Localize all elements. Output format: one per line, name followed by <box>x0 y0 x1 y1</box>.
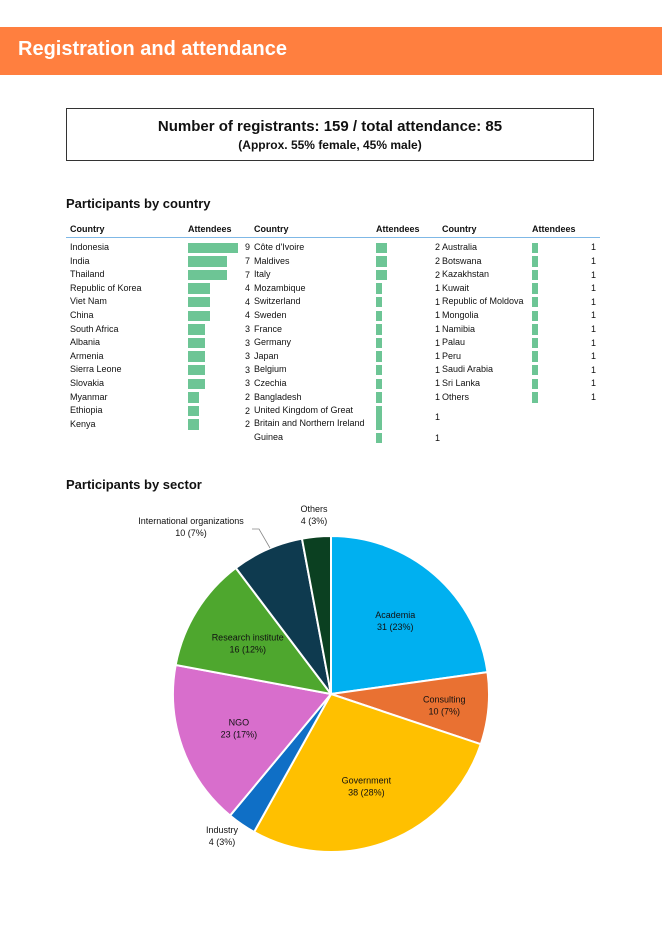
countries-section-title: Participants by country <box>66 196 211 211</box>
summary-gender: (Approx. 55% female, 45% male) <box>238 138 422 152</box>
country-name: Bangladesh <box>254 391 302 402</box>
attendee-count: 1 <box>590 310 596 321</box>
attendee-count: 1 <box>590 364 596 375</box>
country-name: Myanmar <box>70 391 108 402</box>
attendee-count: 1 <box>434 378 440 389</box>
attendee-count: 1 <box>590 296 596 307</box>
attendee-count: 1 <box>434 337 440 348</box>
header-country-2: Country <box>254 224 289 234</box>
attendee-count: 2 <box>244 391 250 402</box>
attendee-count: 9 <box>244 242 250 253</box>
pie-label-name: Consulting <box>423 694 466 705</box>
pie-label-name: Academia <box>375 610 416 621</box>
country-name: Viet Nam <box>70 296 107 307</box>
country-name: Australia <box>442 242 478 252</box>
country-name: Czechia <box>254 378 287 388</box>
sector-section-title: Participants by sector <box>66 477 202 492</box>
country-name: United Kingdom of Great Britain and Northern Ireland <box>254 405 365 429</box>
pie-label-value: 38 (28%) <box>348 787 385 798</box>
attendee-count: 1 <box>434 296 440 307</box>
country-name: Thailand <box>70 269 105 280</box>
country-name: Sweden <box>254 310 287 320</box>
country-name: Maldives <box>254 255 290 266</box>
attendee-count: 1 <box>590 242 596 253</box>
page-title: Registration and attendance <box>18 38 287 60</box>
attendee-count: 1 <box>590 337 596 348</box>
country-name: Slovakia <box>70 378 105 388</box>
country-name: Belgium <box>254 364 287 375</box>
attendee-count: 1 <box>434 351 440 362</box>
country-name: France <box>254 323 283 334</box>
country-name: Republic of Moldova <box>442 296 524 307</box>
pie-label-value: 10 (7%) <box>175 528 207 538</box>
country-name: Saudi Arabia <box>442 364 494 375</box>
attendee-count: 2 <box>434 242 440 253</box>
country-name: Germany <box>254 337 292 348</box>
attendee-count: 4 <box>244 296 250 307</box>
header-attendees-3: Attendees <box>532 224 576 234</box>
pie-label-value: 4 (3%) <box>300 516 328 526</box>
pie-label-name: International organizations <box>138 516 244 526</box>
pie-label-name: NGO <box>228 717 250 728</box>
country-name: India <box>70 255 90 266</box>
summary-registrants: Number of registrants: 159 / total attendance: 85 <box>157 118 503 135</box>
country-name: China <box>70 310 94 320</box>
country-name: Republic of Korea <box>70 282 142 293</box>
attendee-count: 3 <box>244 351 250 362</box>
attendee-count: 3 <box>244 364 250 375</box>
attendee-count: 1 <box>434 323 440 334</box>
attendee-count: 1 <box>590 323 596 334</box>
pie-label-value: 4 (3%) <box>208 837 236 847</box>
country-name: Albania <box>70 337 101 348</box>
attendee-count: 2 <box>244 419 250 430</box>
country-name: Ethiopia <box>70 405 103 416</box>
country-name: Mongolia <box>442 310 479 320</box>
attendee-count: 1 <box>434 364 440 375</box>
pie-label-value: 10 (7%) <box>428 706 461 717</box>
attendee-count: 2 <box>244 405 250 416</box>
country-name: Kenya <box>70 418 96 429</box>
country-name: Namibia <box>442 323 476 334</box>
attendee-count: 2 <box>434 269 440 280</box>
attendee-count: 1 <box>434 310 440 321</box>
attendee-count: 3 <box>244 337 250 348</box>
country-name: Armenia <box>70 350 104 361</box>
pie-label-name: Government <box>341 775 392 786</box>
header-country-1: Country <box>70 224 105 234</box>
attendee-count: 4 <box>244 283 250 294</box>
attendee-count: 1 <box>434 432 440 443</box>
attendee-count: 1 <box>590 255 596 266</box>
attendee-count: 1 <box>434 412 440 423</box>
attendee-count: 1 <box>434 391 440 402</box>
country-name: Sierra Leone <box>70 364 122 375</box>
attendee-count: 3 <box>244 378 250 389</box>
country-name: Guinea <box>254 432 284 443</box>
country-name: Peru <box>442 350 462 361</box>
attendee-count: 1 <box>590 378 596 389</box>
country-name: Kazakhstan <box>442 269 490 280</box>
country-name: Japan <box>254 350 279 361</box>
country-name: Kuwait <box>442 282 470 293</box>
pie-label-value: 16 (12%) <box>229 644 266 655</box>
pie-label-value: 23 (17%) <box>220 729 258 740</box>
header-attendees-1: Attendees <box>188 224 232 234</box>
country-name: Sri Lanka <box>442 378 481 388</box>
attendee-count: 1 <box>590 269 596 280</box>
country-name: Mozambique <box>254 282 306 293</box>
attendee-count: 4 <box>244 310 250 321</box>
country-name: Others <box>442 391 470 402</box>
attendee-count: 1 <box>434 283 440 294</box>
attendee-count: 1 <box>590 391 596 402</box>
pie-label-name: Others <box>300 504 328 514</box>
leader-line <box>252 529 270 548</box>
header-attendees-2: Attendees <box>376 224 420 234</box>
attendee-count: 7 <box>244 255 250 266</box>
country-name: South Africa <box>70 323 119 334</box>
country-name: Switzerland <box>254 296 301 307</box>
header-country-3: Country <box>442 224 477 234</box>
country-name: Côte d'Ivoire <box>254 242 305 252</box>
attendee-count: 2 <box>434 255 440 266</box>
attendee-count: 3 <box>244 323 250 334</box>
attendee-count: 1 <box>590 351 596 362</box>
country-name: Botswana <box>442 255 482 266</box>
pie-label-value: 31 (23%) <box>377 622 414 633</box>
attendee-count: 1 <box>590 283 596 294</box>
country-name: Italy <box>254 269 271 280</box>
country-name: Palau <box>442 337 466 348</box>
country-name: Indonesia <box>70 242 110 252</box>
attendee-count: 7 <box>244 269 250 280</box>
pie-label-name: Industry <box>205 825 239 835</box>
pie-label-name: Research institute <box>211 632 284 643</box>
